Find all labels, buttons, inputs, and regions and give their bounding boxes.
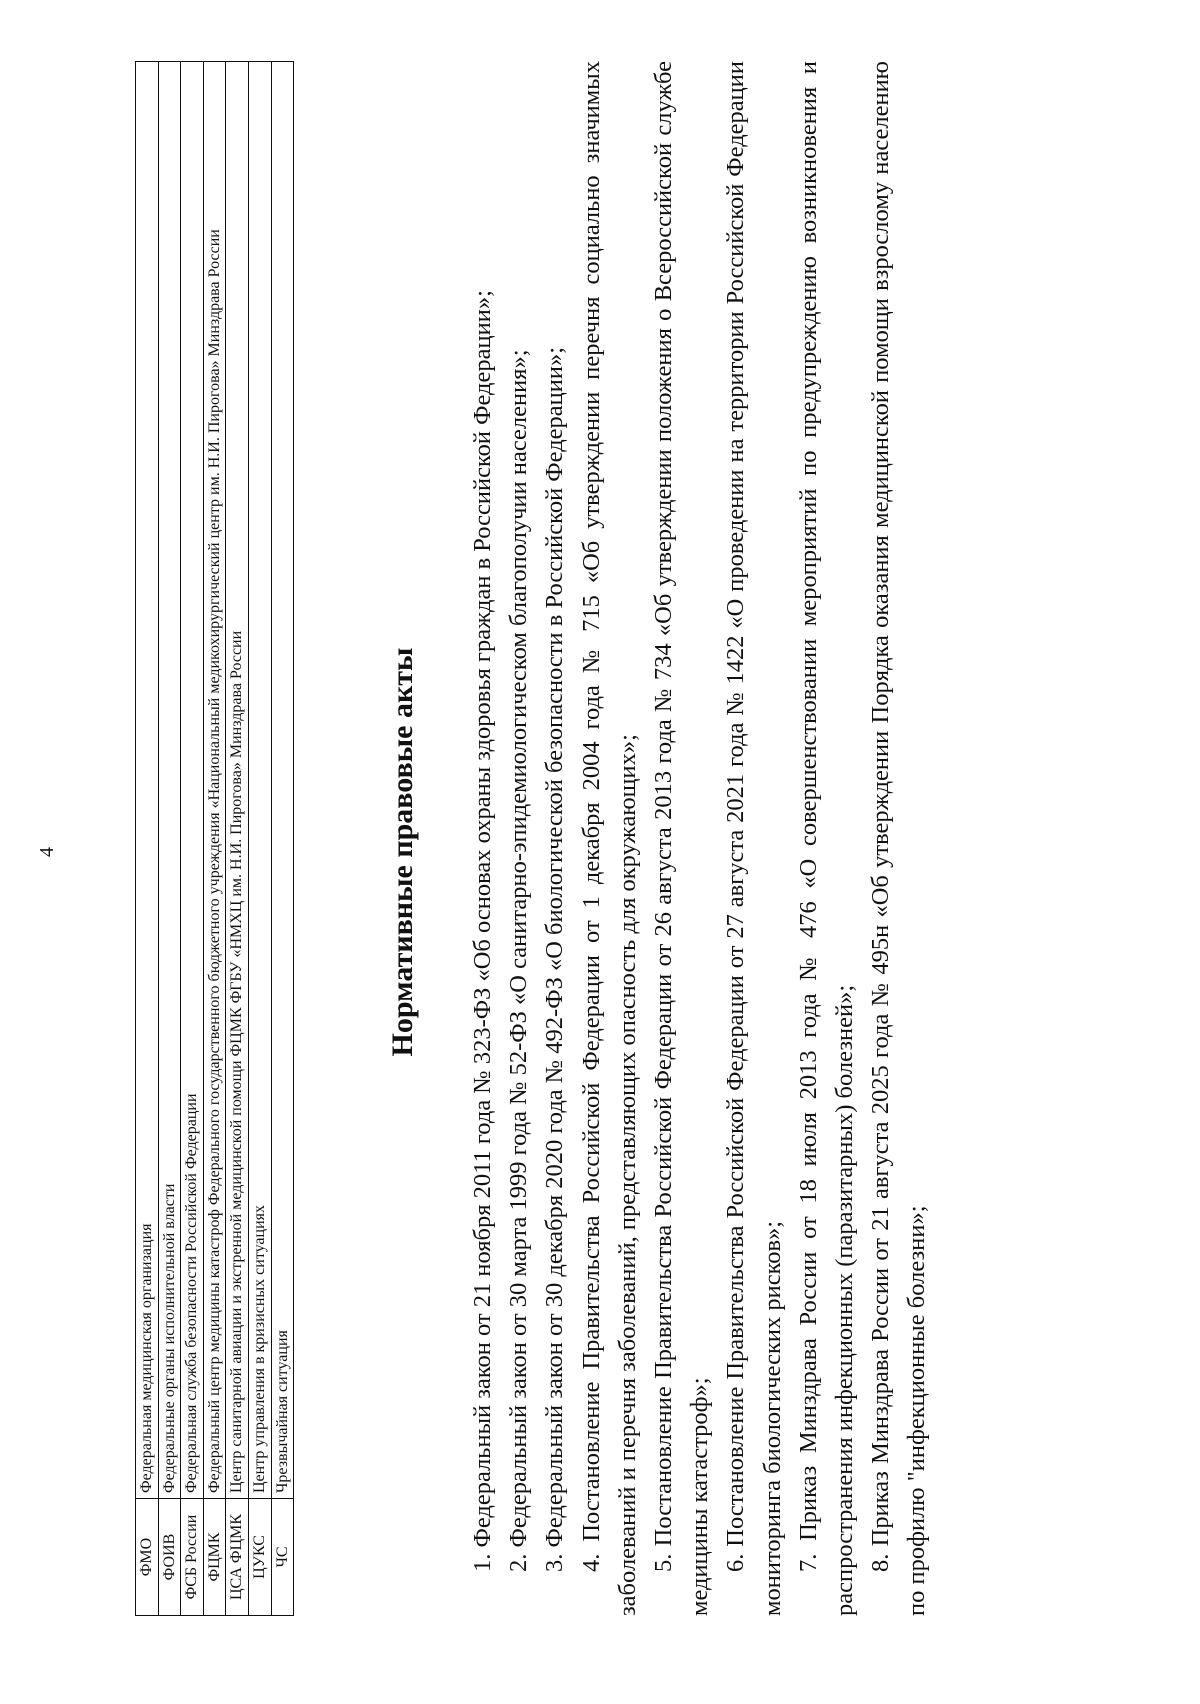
- abbreviation-cell: ФОИВ: [158, 1499, 181, 1616]
- legal-act-item: 5. Постановление Правительства Российской Федерации от 26 августа 2013 года № 734 «Об утверждении положения о Всероссийской службе медицины катастроф»;: [650, 61, 714, 1616]
- table-row: [203, 62, 226, 1616]
- legal-act-item: 4. Постановление Правительства Российской Федерации от 1 декабря 2004 года № 715 «Об утверждении перечня социально значимых заболеваний и перечня заболеваний, представляющих опасность для окружающих»;: [577, 61, 641, 1616]
- table-row: [271, 62, 294, 1616]
- abbreviation-cell: ЦСА ФЦМК: [226, 1499, 249, 1616]
- legal-act-item: 7. Приказ Минздрава России от 18 июля 2013 года № 476 «О совершенствовании мероприятий по предупреждению возникновения и распространения инфекционных (паразитарных) болезней»;: [794, 61, 859, 1616]
- abbreviation-cell: ЦУКС: [248, 1499, 271, 1616]
- meaning-cell: Федеральная медицинская организация: [136, 62, 159, 1499]
- legal-act-item: 3. Федеральный закон от 30 декабря 2020 года № 492-ФЗ «О биологической безопасности в Российской Федерации»;: [541, 346, 569, 1572]
- abbreviation-cell: ЧС: [271, 1499, 294, 1616]
- legal-act-item: 8. Приказ Минздрава России от 21 августа 2025 года № 495н «Об утверждении Порядка оказания медицинской помощи взрослому населению по профилю "инфекционные болезни»;: [867, 61, 931, 1616]
- abbreviation-cell: ФМО: [136, 1499, 159, 1616]
- meaning-cell: Федеральный центр медицины катастроф Федерального государственного бюджетного учреждения «Национальный медикохирургический центр им. Н.И. Пирогова» Минздрава России: [203, 62, 226, 1499]
- meaning-cell: Федеральная служба безопасности Российской Федерации: [181, 62, 204, 1499]
- meaning-cell: Центр санитарной авиации и экстренной медицинской помощи ФЦМК ФГБУ «НМХЦ им. Н.И. Пирогова» Минздрава России: [226, 62, 249, 1499]
- abbreviations-table: [135, 61, 294, 1616]
- meaning-cell: Чрезвычайная ситуация: [271, 62, 294, 1499]
- table-row: [136, 62, 159, 1616]
- table-row: [226, 62, 249, 1616]
- meaning-cell: Центр управления в кризисных ситуациях: [248, 62, 271, 1499]
- abbreviation-cell: ФЦМК: [203, 1499, 226, 1616]
- legal-act-item: 6. Постановление Правительства Российской Федерации от 27 августа 2021 года № 1422 «О проведении на территории Российской Федерации мониторинга биологических рисков»;: [722, 61, 786, 1616]
- table-row: [158, 62, 181, 1616]
- legal-act-item: 2. Федеральный закон от 30 марта 1999 года № 52-ФЗ «О санитарно-эпидемиологическом благополучии населения»;: [505, 349, 533, 1572]
- abbreviation-cell: ФСБ России: [181, 1499, 204, 1616]
- page-number: 4: [36, 847, 58, 857]
- table-row: [181, 62, 204, 1616]
- table-row: [248, 62, 271, 1616]
- meaning-cell: Федеральные органы исполнительной власти: [158, 62, 181, 1499]
- legal-act-item: 1. Федеральный закон от 21 ноября 2011 года № 323-ФЗ «Об основах охраны здоровья граждан в Российской Федерации»;: [469, 290, 496, 1572]
- legal-acts-list: [465, 61, 936, 1616]
- section-title: Нормативные правовые акты: [386, 647, 419, 1057]
